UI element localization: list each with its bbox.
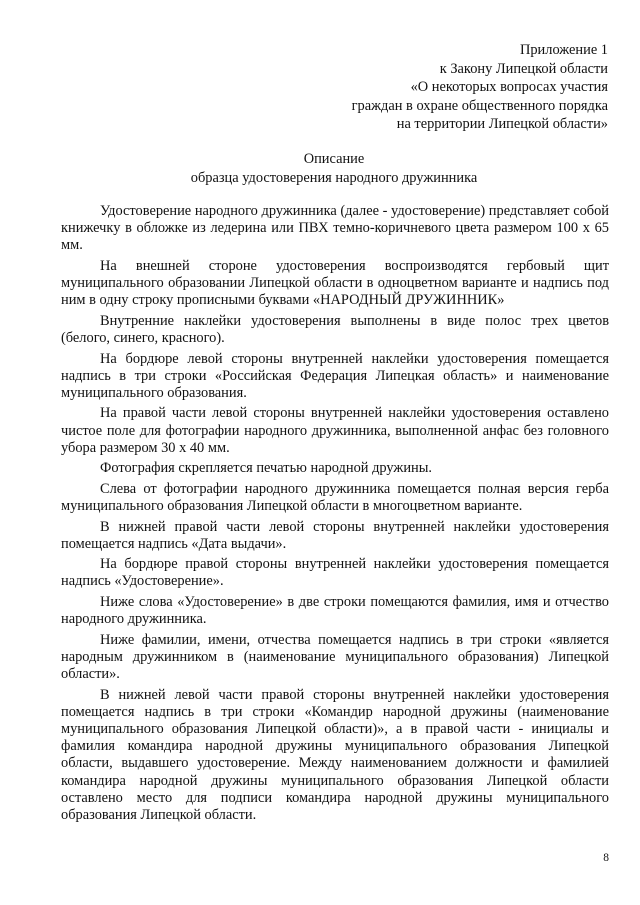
annex-header <box>352 41 608 134</box>
paragraph: Ниже фамилии, имени, отчества помещается надпись в три строки «является народным дружинником в (наименование муниципального образования) Липецкой области». <box>61 631 609 683</box>
paragraph: На внешней стороне удостоверения воспроизводятся гербовый щит муниципального образовании Липецкой области в одноцветном варианте и надпись под ним в одну строку прописными буквами «НАРОДНЫЙ ДРУЖИННИК» <box>61 257 609 309</box>
annex-line: «О некоторых вопросах участия <box>410 79 608 95</box>
document-body <box>61 203 609 824</box>
annex-line: на территории Липецкой области» <box>396 116 608 132</box>
paragraph: На бордюре правой стороны внутренней наклейки удостоверения помещается надпись «Удостоверение». <box>61 556 609 590</box>
annex-line: граждан в охране общественного порядка <box>351 97 608 114</box>
page-number: 8 <box>603 852 609 864</box>
paragraph: В нижней правой части левой стороны внутренней наклейки удостоверения помещается надпись «Дата выдачи». <box>61 518 609 552</box>
paragraph: Внутренние наклейки удостоверения выполнены в виде полос трех цветов (белого, синего, красного). <box>61 312 609 347</box>
paragraph: На бордюре левой стороны внутренней наклейки удостоверения помещается надпись в три строки «Российская Федерация Липецкая область» и наименование муниципального образования. <box>61 350 609 401</box>
title-line: Описание <box>303 151 365 167</box>
paragraph: В нижней левой части правой стороны внутренней наклейки удостоверения помещается надпись в три строки «Командир народной дружины (наименование муниципального образования Липецкой области)», а в правой части - инициалы и фамилия командира народной дружины муниципального образования Липецкой области, выдавшего удостоверение. Между наименованием должности и фамилией командира народной дружины муниципального образования Липецкой области оставлено место для подписи командира народной дружины муниципального образования Липецкой области. <box>61 686 609 823</box>
paragraph: Удостоверение народного дружинника (далее - удостоверение) представляет собой книжечку в обложке из ледерина или ПВХ темно-коричневого цвета размером 100 х 65 мм. <box>61 203 609 254</box>
paragraph: Слева от фотографии народного дружинника помещается полная версия герба муниципального образования Липецкой области в многоцветном варианте. <box>61 480 609 515</box>
paragraph: На правой части левой стороны внутренней наклейки удостоверения оставлено чистое поле для фотографии народного дружинника, выполненной анфас без головного убора размером 30 х 40 мм. <box>61 405 609 456</box>
document-title <box>60 150 608 187</box>
title-line: образца удостоверения народного дружинника <box>190 169 478 186</box>
paragraph: Ниже слова «Удостоверение» в две строки помещаются фамилия, имя и отчество народного дружинника. <box>61 593 609 628</box>
paragraph: Фотография скрепляется печатью народной дружины. <box>100 460 433 477</box>
annex-line: к Закону Липецкой области <box>439 60 608 77</box>
annex-line: Приложение 1 <box>519 42 608 58</box>
